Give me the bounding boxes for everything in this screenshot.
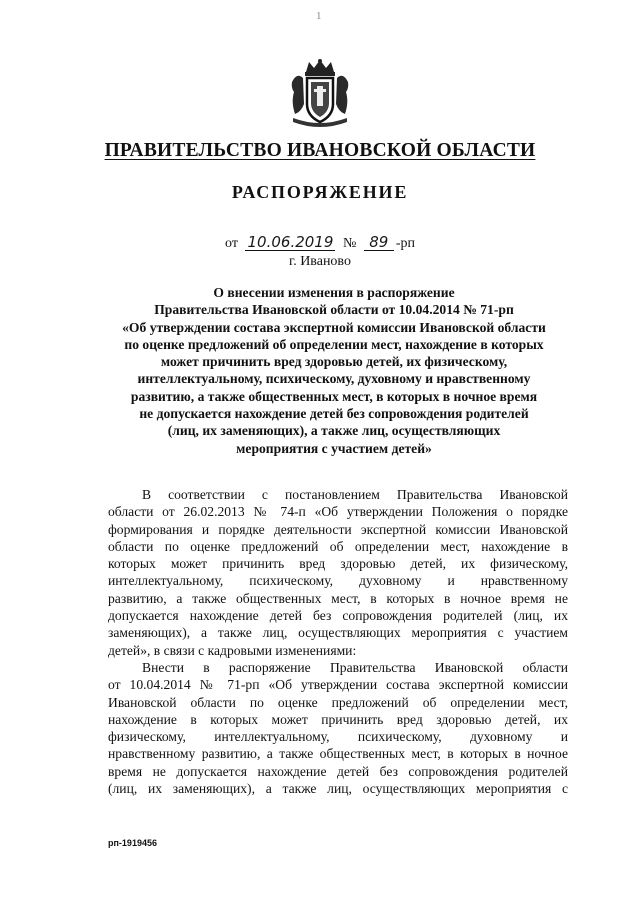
document-type-heading: РАСПОРЯЖЕНИЕ [231,182,409,202]
subject-line: не допускается нахождение детей без сопровождения родителей [139,406,529,422]
body-line: (лиц, их заменяющих), а также лиц, осуществляющих мероприятия с [108,781,568,797]
subject-line: может причинить вред здоровью детей, их физическому, [160,354,508,370]
body-line: заменяющих), а также лиц, осуществляющих мероприятия с участием [108,625,568,641]
body-line: от 10.04.2014 № 71-рп «Об утверждении состава экспертной комиссии [108,677,568,693]
handwritten-date: 10.06.2019 [245,234,335,251]
body-line: допускается нахождение детей без сопровождения родителей (лиц, их [108,608,568,624]
number-label: № [342,236,357,251]
body-line: развитию, а также общественных мест, в которых в ночное время не [108,590,568,606]
body-line: физическому, интеллектуальному, психическому, духовному и [108,729,568,745]
handwritten-number: 89 [364,234,394,251]
body-line: нахождение в которых может причинить вред здоровью детей, их [108,711,568,727]
number-suffix: -рп [395,236,415,251]
document-body [108,486,568,797]
subject-line: мероприятия с участием детей» [236,440,432,456]
subject-line: интеллектуальному, психическому, духовному и нравственному [137,371,531,387]
subject-line: по оценке предложений об определении мест, нахождение в которых [124,336,544,352]
body-line: Ивановской области по оценке предложений об определении мест, [108,694,568,710]
body-line: время не допускается нахождение детей без сопровождения родителей [108,763,568,779]
page-mark: 1 [316,10,322,22]
subject-line: развитию, а также общественных мест, в которых в ночное время [130,388,538,404]
coat-of-arms-emblem [289,58,351,128]
order-date-number-line [0,234,640,252]
city-line: г. Иваново [289,254,351,269]
government-title: ПРАВИТЕЛЬСТВО ИВАНОВСКОЙ ОБЛАСТИ [104,140,536,161]
body-line: Внести в распоряжение Правительства Ивановской области [142,659,568,675]
subject-line: (лиц, их заменяющих), а также лиц, осуществляющих [167,423,501,439]
subject-line: Правительства Ивановской области от 10.04.2014 № 71-рп [154,302,514,318]
body-line: интеллектуальному, психическому, духовному и нравственному [108,573,568,589]
document-subject [108,284,560,457]
body-line: детей», в связи с кадровыми изменениями: [108,642,357,658]
body-line: В соответствии с постановлением Правительства Ивановской [142,487,568,502]
body-line: области по оценке предложений об определении мест, нахождение в [108,538,568,554]
body-line: которых может причинить вред здоровью детей, их физическому, [108,556,568,572]
from-label: от [225,236,238,251]
body-line: нравственному развитию, а также общественных мест, в которых в ночное [108,746,568,762]
body-line: формирования и порядке деятельности экспертной комиссии Ивановской [108,521,568,537]
document-code: рп-1919456 [108,838,157,848]
subject-line: «Об утверждении состава экспертной комиссии Ивановской области [122,319,546,335]
subject-line: О внесении изменения в распоряжение [213,285,455,300]
body-line: области от 26.02.2013 № 74-п «Об утверждении Положения о порядке [108,504,568,520]
